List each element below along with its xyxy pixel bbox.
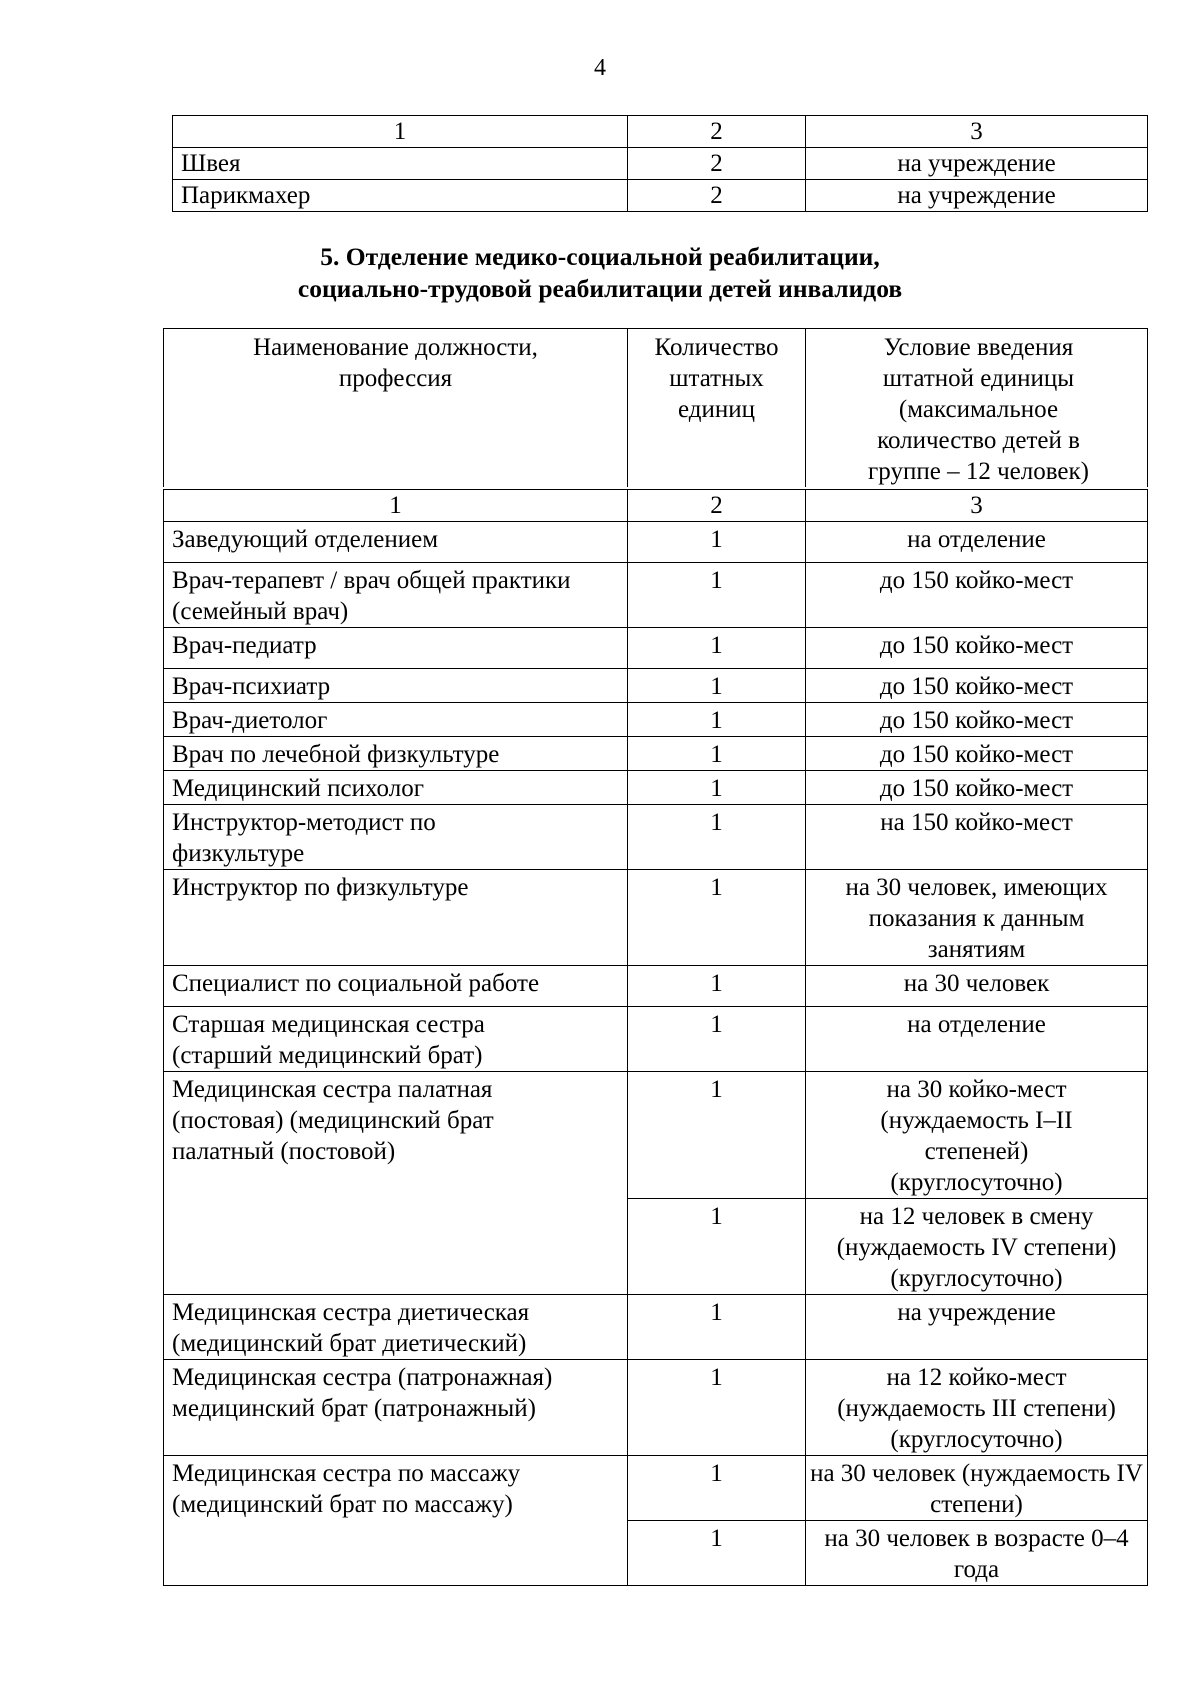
table-row [164, 805, 1148, 870]
count-cell: 1 [628, 1295, 806, 1360]
page-number: 4 [594, 55, 606, 81]
table-row [164, 563, 1148, 628]
count-cell: 1 [628, 1199, 806, 1295]
header-count: Количество штатных единиц [628, 329, 806, 488]
count-cell: 1 [628, 628, 806, 669]
table-row [164, 703, 1148, 737]
position-cell: Врач-терапевт / врач общей практики (семейный врач) [164, 563, 628, 628]
position-cell: Врач-диетолог [164, 703, 628, 737]
position-cell: Инструктор-методист по физкультуре [164, 805, 628, 870]
position-cell: Медицинская сестра диетическая (медицинский брат диетический) [164, 1295, 628, 1360]
condition-cell: на 30 человек [806, 966, 1148, 1007]
count-cell: 1 [628, 771, 806, 805]
table-header-row [173, 116, 1148, 148]
count-cell: 1 [628, 563, 806, 628]
count-cell: 1 [628, 1360, 806, 1456]
position-cell: Медицинская сестра (патронажная) медицинский брат (патронажный) [164, 1360, 628, 1456]
table-row [164, 771, 1148, 805]
table-row [164, 1295, 1148, 1360]
table-row [164, 870, 1148, 966]
condition-cell: до 150 койко-мест [806, 703, 1148, 737]
position-cell: Старшая медицинская сестра (старший медицинский брат) [164, 1007, 628, 1072]
count-cell: 1 [628, 966, 806, 1007]
count-cell: 1 [628, 1072, 806, 1199]
condition-cell: на 12 человек в смену (нуждаемость IV степени) (круглосуточно) [806, 1199, 1148, 1295]
count-cell: 2 [628, 180, 806, 212]
condition-cell: на учреждение [806, 1295, 1148, 1360]
count-cell: 1 [628, 805, 806, 870]
table-row [164, 737, 1148, 771]
position-cell: Медицинская сестра палатная (постовая) (медицинский брат палатный (постовой) [164, 1072, 628, 1295]
section-heading [0, 241, 1200, 305]
top-staff-table [172, 115, 1148, 212]
count-cell: 1 [628, 1456, 806, 1521]
condition-cell: на 30 человек (нуждаемость IV степени) [806, 1456, 1148, 1521]
condition-cell: на учреждение [806, 180, 1148, 212]
table-row [164, 1007, 1148, 1072]
condition-cell: на отделение [806, 1007, 1148, 1072]
header-row [164, 329, 1148, 488]
count-cell: 1 [628, 522, 806, 563]
count-cell: 1 [628, 737, 806, 771]
condition-cell: на 12 койко-мест (нуждаемость III степени) (круглосуточно) [806, 1360, 1148, 1456]
column-number: 1 [164, 490, 628, 522]
count-cell: 2 [628, 148, 806, 180]
section-title-line1: 5. Отделение медико-социальной реабилитации, [320, 242, 880, 271]
condition-cell: до 150 койко-мест [806, 669, 1148, 703]
position-cell: Специалист по социальной работе [164, 966, 628, 1007]
count-cell: 1 [628, 1007, 806, 1072]
table-row [164, 1072, 1148, 1199]
column-number-row [164, 490, 1148, 522]
table-row [164, 522, 1148, 563]
table-row [164, 966, 1148, 1007]
position-cell: Врач-психиатр [164, 669, 628, 703]
position-cell: Врач по лечебной физкультуре [164, 737, 628, 771]
condition-cell: до 150 койко-мест [806, 771, 1148, 805]
position-cell: Медицинский психолог [164, 771, 628, 805]
table-row [164, 1360, 1148, 1456]
position-cell: Парикмахер [173, 180, 628, 212]
main-staff-table [163, 489, 1148, 1586]
header-condition: Условие введения штатной единицы (максимальное количество детей в группе – 12 человек) [806, 329, 1148, 488]
condition-cell: на учреждение [806, 148, 1148, 180]
position-cell: Медицинская сестра по массажу (медицинский брат по массажу) [164, 1456, 628, 1586]
count-cell: 1 [628, 669, 806, 703]
table-row [164, 1456, 1148, 1521]
condition-cell: на 150 койко-мест [806, 805, 1148, 870]
count-cell: 1 [628, 870, 806, 966]
position-cell: Заведующий отделением [164, 522, 628, 563]
count-cell: 1 [628, 1521, 806, 1586]
condition-cell: на 30 койко-мест (нуждаемость I–II степеней) (круглосуточно) [806, 1072, 1148, 1199]
header-position: Наименование должности, профессия [164, 329, 628, 488]
column-number: 3 [806, 116, 1148, 148]
condition-cell: до 150 койко-мест [806, 737, 1148, 771]
table-row [173, 148, 1148, 180]
column-number: 3 [806, 490, 1148, 522]
table-row [164, 669, 1148, 703]
position-cell: Швея [173, 148, 628, 180]
condition-cell: на отделение [806, 522, 1148, 563]
position-cell: Инструктор по физкультуре [164, 870, 628, 966]
column-number: 2 [628, 490, 806, 522]
condition-cell: на 30 человек в возрасте 0–4 года [806, 1521, 1148, 1586]
position-cell: Врач-педиатр [164, 628, 628, 669]
count-cell: 1 [628, 703, 806, 737]
column-number: 2 [628, 116, 806, 148]
condition-cell: на 30 человек, имеющих показания к данным занятиям [806, 870, 1148, 966]
condition-cell: до 150 койко-мест [806, 628, 1148, 669]
main-table-header [163, 328, 1148, 487]
table-row [164, 628, 1148, 669]
column-number: 1 [173, 116, 628, 148]
section-title-line2: социально-трудовой реабилитации детей инвалидов [297, 274, 903, 303]
condition-cell: до 150 койко-мест [806, 563, 1148, 628]
table-row [173, 180, 1148, 212]
